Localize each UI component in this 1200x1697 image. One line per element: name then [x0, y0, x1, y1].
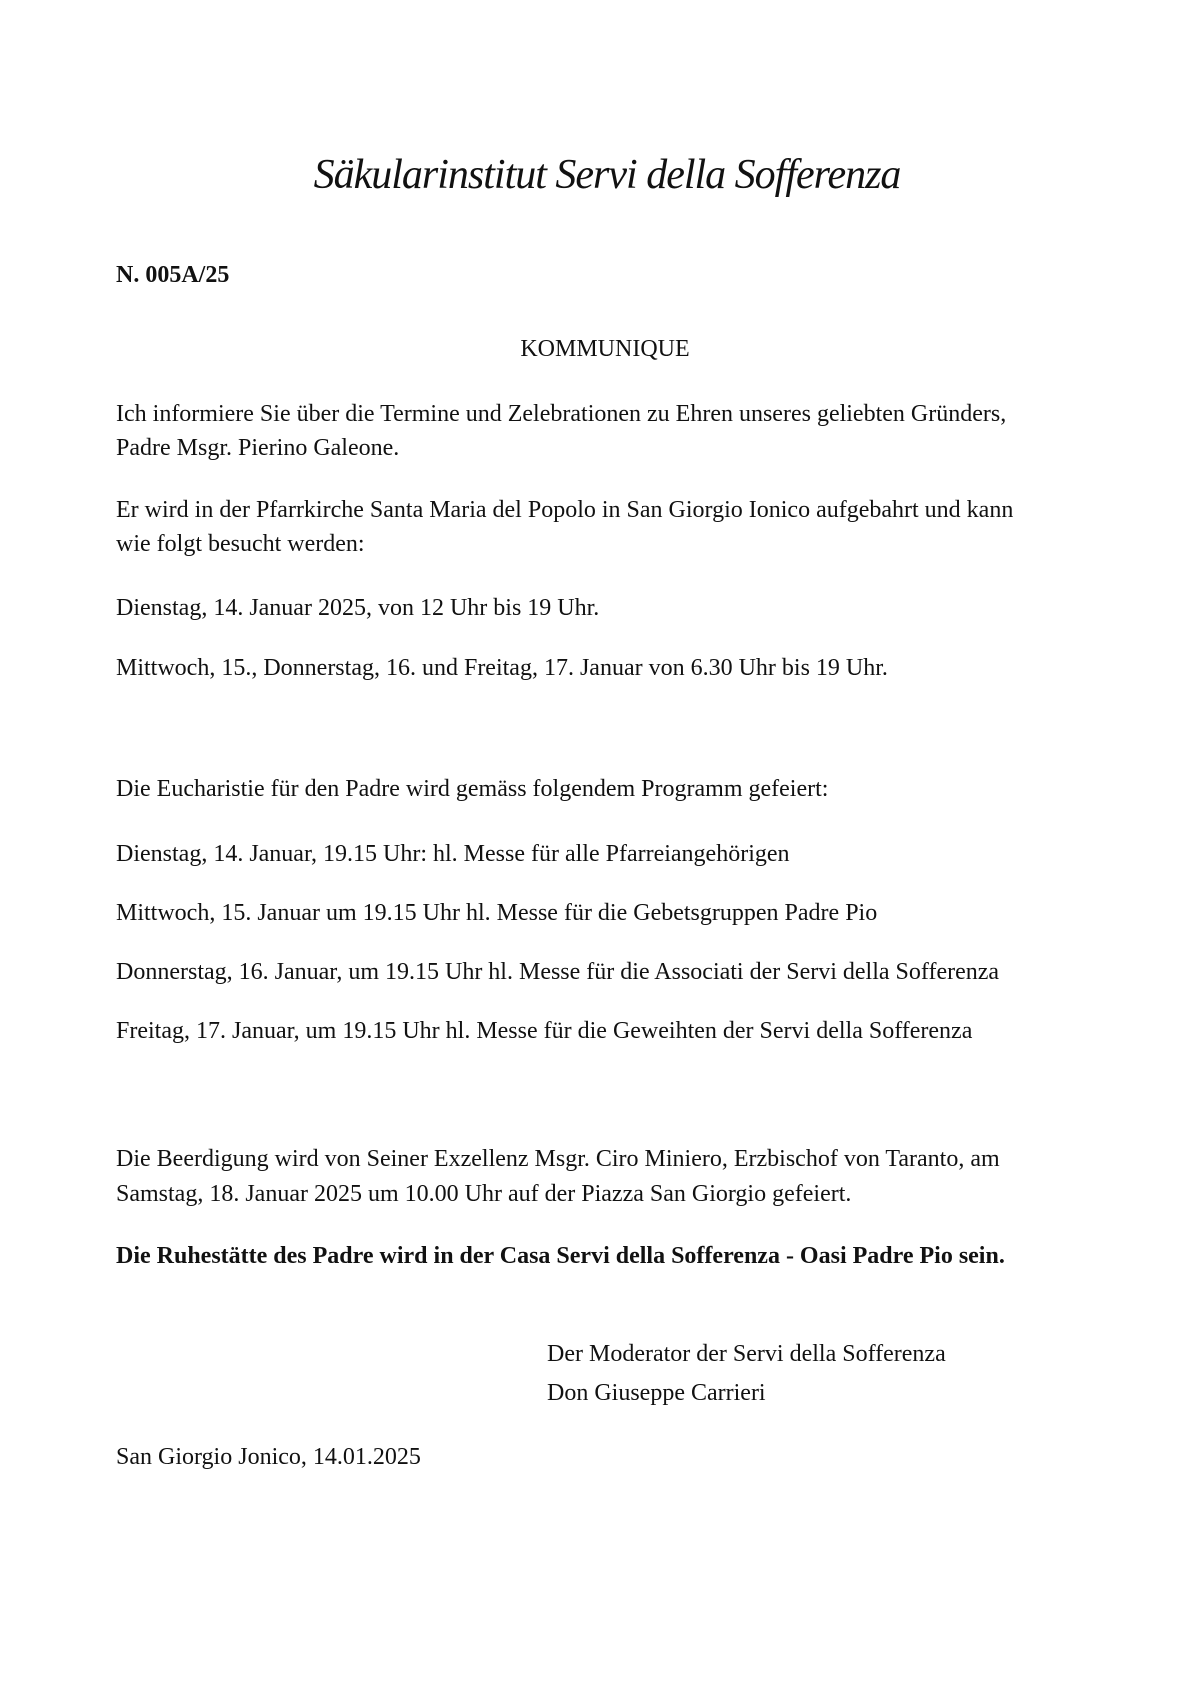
intro-line: Padre Msgr. Pierino Galeone. — [116, 435, 400, 461]
funeral-line: Samstag, 18. Januar 2025 um 10.00 Uhr auf der Piazza San Giorgio gefeiert. — [116, 1181, 852, 1207]
viewing-line: Er wird in der Pfarrkirche Santa Maria del Popolo in San Giorgio Ionico aufgebahrt und kann — [116, 497, 1014, 523]
viewing-time: Dienstag, 14. Januar 2025, von 12 Uhr bis 19 Uhr. — [116, 595, 600, 621]
place-date: San Giorgio Jonico, 14.01.2025 — [116, 1444, 421, 1470]
funeral-line: Die Beerdigung wird von Seiner Exzellenz Msgr. Ciro Miniero, Erzbischof von Taranto, am — [116, 1146, 1000, 1172]
viewing-line: wie folgt besucht werden: — [116, 531, 365, 557]
mass-item: Freitag, 17. Januar, um 19.15 Uhr hl. Messe für die Geweihten der Servi della Sofferenza — [116, 1018, 973, 1044]
mass-item: Dienstag, 14. Januar, 19.15 Uhr: hl. Messe für alle Pfarreiangehörigen — [116, 841, 790, 867]
intro-line: Ich informiere Sie über die Termine und Zelebrationen zu Ehren unseres geliebten Gründers, — [116, 401, 1007, 427]
heading: KOMMUNIQUE — [520, 336, 690, 362]
eucharist-intro: Die Eucharistie für den Padre wird gemäss folgendem Programm gefeiert: — [116, 776, 829, 802]
reference-number: N. 005A/25 — [116, 262, 230, 288]
mass-item: Donnerstag, 16. Januar, um 19.15 Uhr hl. Messe für die Associati der Servi della Sofferenza — [116, 959, 1000, 985]
signature-role: Der Moderator der Servi della Sofferenza — [547, 1341, 946, 1367]
mass-item: Mittwoch, 15. Januar um 19.15 Uhr hl. Messe für die Gebetsgruppen Padre Pio — [116, 900, 878, 926]
viewing-time: Mittwoch, 15., Donnerstag, 16. und Freitag, 17. Januar von 6.30 Uhr bis 19 Uhr. — [116, 655, 888, 681]
signature-name: Don Giuseppe Carrieri — [547, 1380, 766, 1406]
resting-place: Die Ruhestätte des Padre wird in der Casa Servi della Sofferenza - Oasi Padre Pio sein. — [116, 1243, 1005, 1269]
institute-title: Säkularinstitut Servi della Sofferenza — [313, 152, 901, 198]
